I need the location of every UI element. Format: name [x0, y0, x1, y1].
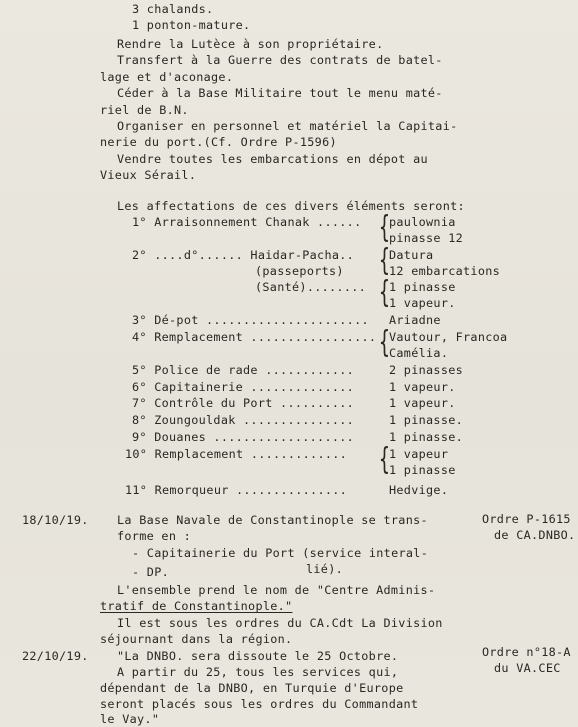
brace-icon: {	[379, 441, 391, 478]
list-entry-value: paulownia	[389, 215, 456, 229]
text-line: L'ensemble prend le nom de "Centre Adminis-	[117, 583, 436, 597]
text-line: - DP.	[132, 565, 170, 579]
list-entry-label: 8° Zoungouldak ...............	[132, 413, 355, 427]
list-entry-value: 1 vapeur.	[389, 380, 456, 394]
text-line: "La DNBO. sera dissoute le 25 Octobre.	[117, 649, 399, 663]
list-entry-label: 3° Dé-pot ......................	[132, 313, 369, 327]
list-entry-label: 1° Arraisonnement Chanak ......	[132, 215, 362, 229]
text-line: A partir du 25, tous les services qui,	[117, 665, 399, 679]
text-line: forme en :	[117, 529, 192, 543]
entry-date: 22/10/19.	[22, 649, 89, 663]
text-line: - Capitainerie du Port (service interal-	[132, 546, 429, 560]
text-line: 1 ponton-mature.	[132, 18, 251, 32]
margin-note: Ordre n°18-A	[482, 645, 571, 659]
text-line: 3 chalands.	[132, 2, 214, 16]
list-entry-value: 1 pinasse	[389, 280, 456, 294]
list-entry-value: Hedvige.	[389, 483, 449, 497]
text-line: Les affectations de ces divers éléments seront:	[117, 199, 465, 213]
margin-note: de CA.DNBO.	[494, 528, 576, 542]
text-line: le Vay."	[100, 712, 160, 726]
text-line: lage et d'aconage.	[100, 70, 234, 84]
list-entry-label: 4° Remplacement .................	[132, 330, 377, 344]
text-line: Vieux Sérail.	[100, 168, 197, 182]
list-entry-value: 1 pinasse	[389, 463, 456, 477]
list-entry-label: (passeports)	[255, 264, 344, 278]
list-entry-label: 7° Contrôle du Port ..........	[132, 396, 355, 410]
brace-icon: {	[379, 242, 391, 279]
text-line: tratif de Constantinople."	[100, 599, 293, 613]
text-line: Organiser en personnel et matériel la Capitai-	[117, 119, 458, 133]
entry-date: 18/10/19.	[22, 513, 89, 527]
text-line: La Base Navale de Constantinople se trans-	[117, 513, 428, 527]
list-entry-label: (Santé)........	[255, 280, 367, 294]
text-line: séjournant dans la région.	[100, 632, 293, 646]
text-line: Céder à la Base Militaire tout le menu maté-	[117, 86, 443, 100]
list-entry-value: 1 vapeur.	[389, 296, 456, 310]
list-entry-value: Ariadne	[389, 313, 441, 327]
list-entry-value: Camélia.	[389, 346, 449, 360]
list-entry-label: 6° Capitainerie ..............	[132, 380, 355, 394]
list-entry-label: 10° Remplacement .............	[125, 447, 348, 461]
text-line: Rendre la Lutèce à son propriétaire.	[117, 37, 384, 51]
text-line: Vendre toutes les embarcations en dépot au	[117, 152, 428, 166]
list-entry-label: 9° Douanes ...................	[132, 430, 355, 444]
list-entry-value: 12 embarcations	[389, 264, 501, 278]
list-entry-value: 1 vapeur.	[389, 396, 456, 410]
text-line: lié).	[306, 562, 344, 576]
text-line: nerie du port.(Cf. Ordre P-1596)	[100, 135, 337, 149]
list-entry-value: 1 pinasse.	[389, 413, 464, 427]
margin-note: Ordre P-1615	[482, 512, 571, 526]
text-line: Il est sous les ordres du CA.Cdt La Division	[117, 616, 443, 630]
list-entry-label: 11° Remorqueur ...............	[125, 483, 348, 497]
list-entry-value: 2 pinasses	[389, 363, 464, 377]
brace-icon: {	[379, 324, 391, 361]
list-entry-value: 1 vapeur	[389, 447, 449, 461]
brace-icon: {	[379, 209, 391, 246]
text-line: riel de B.N.	[100, 103, 189, 117]
list-entry-label: 2° ....d°...... Haidar-Pacha..	[132, 248, 355, 262]
list-entry-value: Datura	[389, 248, 434, 262]
list-entry-value: 1 pinasse.	[389, 430, 464, 444]
text-line: seront placés sous les ordres du Commandant	[100, 697, 419, 711]
list-entry-label: 5° Police de rade ............	[132, 363, 355, 377]
brace-icon: {	[379, 274, 391, 311]
text-line: dépendant de la DNBO, en Turquie d'Europe	[100, 681, 404, 695]
text-line: Transfert à la Guerre des contrats de batel-	[117, 53, 443, 67]
margin-note: du VA.CEC	[494, 661, 561, 675]
list-entry-value: Vautour, Francoa	[389, 330, 508, 344]
list-entry-value: pinasse 12	[389, 231, 464, 245]
